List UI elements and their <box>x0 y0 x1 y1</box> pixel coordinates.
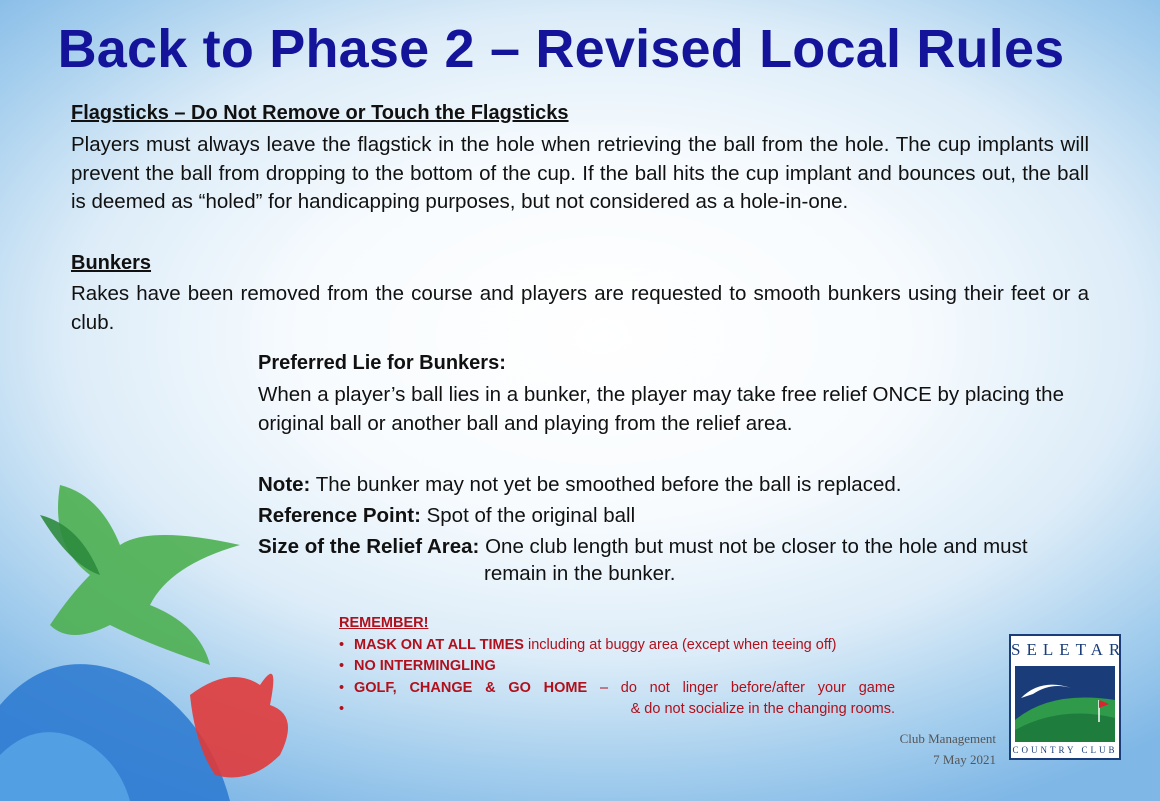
note-line <box>258 471 901 499</box>
reference-point-label: Reference Point: <box>258 504 421 527</box>
hummingbird-flower-graphic <box>0 455 330 801</box>
relief-area-label: Size of the Relief Area: <box>258 535 480 558</box>
club-logo <box>1009 634 1127 760</box>
footer <box>900 728 996 770</box>
remember-box <box>339 613 895 721</box>
logo-course-graphic <box>1011 660 1119 744</box>
logo-top-text: SELETAR <box>1011 640 1127 659</box>
footer-date: 7 May 2021 <box>933 752 996 767</box>
relief-area-text-continued: remain in the bunker. <box>484 562 676 585</box>
remember-item-go-home-cont <box>339 699 895 721</box>
remember-item-go-home-cont-text: & do not socialize in the changing rooms. <box>630 701 895 717</box>
remember-item-mask-rest: including at buggy area (except when teeing off) <box>528 636 837 653</box>
remember-item-intermingling <box>339 656 895 678</box>
preferred-lie-heading: Preferred Lie for Bunkers: <box>258 352 506 374</box>
remember-item-mask-bold: MASK ON AT ALL TIMES <box>354 636 524 653</box>
remember-title: REMEMBER! <box>339 615 429 631</box>
remember-item-intermingling-bold: NO INTERMINGLING <box>354 658 496 674</box>
remember-item-go-home-rest: – do not linger before/after your game <box>599 679 896 696</box>
flagsticks-heading: Flagsticks – Do Not Remove or Touch the Flagsticks <box>71 102 569 124</box>
remember-item-go-home <box>339 678 895 700</box>
note-label: Note: <box>258 473 311 496</box>
remember-item-mask <box>339 635 895 657</box>
preferred-lie-text: When a player’s ball lies in a bunker, the player may take free relief ONCE by placing the original ball or another ball and playing from the relief area. <box>258 383 1064 435</box>
hummingbird-shape <box>50 485 240 665</box>
reference-point-text: Spot of the original ball <box>426 504 636 527</box>
relief-area-text: One club length but must not be closer to the hole and must <box>485 535 1028 558</box>
page-title: Back to Phase 2 – Revised Local Rules <box>57 19 1065 79</box>
logo-bottom-text: COUNTRY CLUB <box>1012 745 1118 755</box>
flagsticks-text: Players must always leave the flagstick in the hole when retrieving the ball from the hole. The cup implants will prevent the ball from dropping to the bottom of the cup. If the ball hits the cup implant and bounces out, the ball is deemed as “holed” for handicapping purposes, but not considered as a hole-in-one. <box>71 133 1089 213</box>
bunkers-heading: Bunkers <box>71 252 152 274</box>
bunkers-text: Rakes have been removed from the course and players are requested to smooth bunkers using their feet or a club. <box>71 282 1089 334</box>
footer-author: Club Management <box>899 731 996 746</box>
remember-item-go-home-bold: GOLF, CHANGE & GO HOME <box>354 679 588 696</box>
note-text: The bunker may not yet be smoothed before the ball is replaced. <box>315 473 902 496</box>
relief-area-line <box>258 533 1028 561</box>
